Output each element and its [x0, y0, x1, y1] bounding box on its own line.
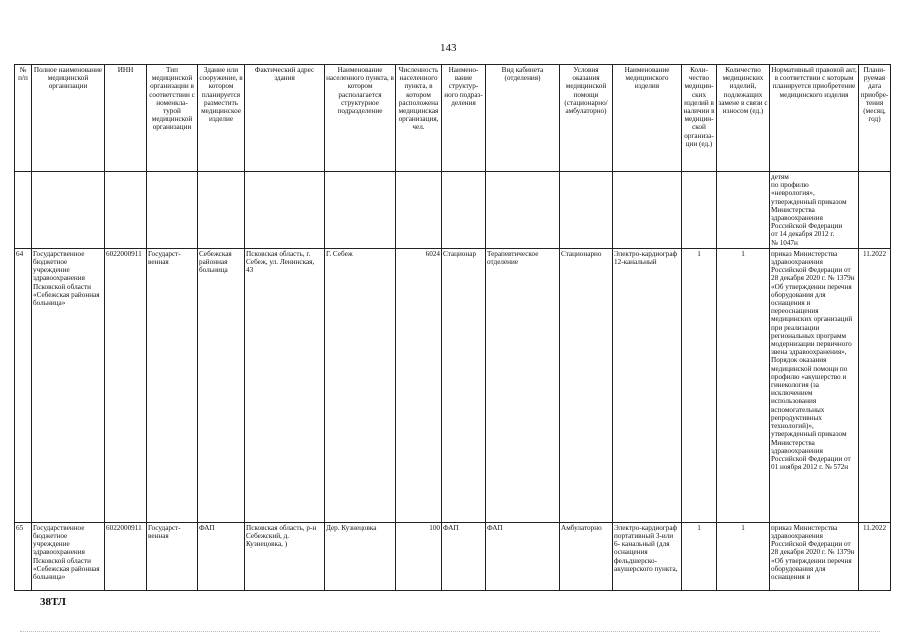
header-cell: ИНН [105, 65, 147, 172]
purchase-date: 11.2022 [859, 248, 891, 522]
purchase-date: 11.2022 [859, 522, 891, 590]
building: ФАП [198, 522, 245, 590]
settlement: Г. Себеж [325, 248, 396, 522]
address: Псковская область, р-н Себежский, д. Кузнецовка, ) [245, 522, 325, 590]
device: Электро-кардиограф портативный 3-или 6- канальный (для оснащения фельдшерско-акушерского пункта, [613, 522, 682, 590]
row-number: 64 [15, 248, 32, 522]
cabinet: ФАП [486, 522, 560, 590]
header-cell: Тип медицинской организации в соответствии с номенкла-турой медицинской организации [147, 65, 198, 172]
inn: 6022000911 [105, 522, 147, 590]
table-row [15, 248, 891, 522]
header-cell: Вид кабинета (отделения) [486, 65, 560, 172]
footer-code: 38ТЛ [40, 596, 66, 608]
page-edge-divider [20, 631, 880, 632]
header-cell: Наименование медицинского изделия [613, 65, 682, 172]
header-cell: Количество медицинских изделий, подлежащих замене в связи с износом (ед.) [717, 65, 770, 172]
row-number: 65 [15, 522, 32, 590]
population: 6024 [396, 248, 442, 522]
org-name: Государственное бюджетное учреждение здравоохранения Псковской области «Себежская районная больница» [32, 248, 105, 522]
header-cell: Фактический адрес здания [245, 65, 325, 172]
building: Себежская районная больница [198, 248, 245, 522]
page-number: 143 [440, 42, 457, 54]
division: ФАП [442, 522, 486, 590]
division: Стационар [442, 248, 486, 522]
address: Псковская область, г. Себеж, ул. Ленинская, 43 [245, 248, 325, 522]
equipment-table [14, 64, 891, 591]
org-name: Государственное бюджетное учреждение здравоохранения Псковской области «Себежская районная больница» [32, 522, 105, 590]
qty-have: 1 [682, 522, 717, 590]
continuation-act: детям по профилю «неврология», утвержденный приказом Министерства здравоохранения Российской Федерации от 14 декабря 2012 г. № 1047н [770, 172, 859, 249]
qty-replace: 1 [717, 248, 770, 522]
header-cell: Нормативный правовой акт, в соответствии с которым планируется приобретение медицинского изделия [770, 65, 859, 172]
header-cell: Наимено-вание структур-ного подраз-деления [442, 65, 486, 172]
population: 100 [396, 522, 442, 590]
org-type: Государст-венная [147, 522, 198, 590]
conditions: Амбулаторно [560, 522, 613, 590]
qty-replace: 1 [717, 522, 770, 590]
header-row [15, 65, 891, 172]
header-cell: № п/п [15, 65, 32, 172]
header-cell: Здание или сооружение, в котором планируется разместить медицинское изделие [198, 65, 245, 172]
cabinet: Терапевтическое отделение [486, 248, 560, 522]
org-type: Государст-венная [147, 248, 198, 522]
settlement: Дер. Кузнецовка [325, 522, 396, 590]
header-cell: Коли-чество медицин-ских изделий в наличии в медицин-ской организа-ции (ед.) [682, 65, 717, 172]
header-cell: Численность населенного пункта, в котором расположена медицинская организация, чел. [396, 65, 442, 172]
header-cell: Плани-руемая дата приобре-тения (месяц, год) [859, 65, 891, 172]
conditions: Стационарно [560, 248, 613, 522]
header-cell: Наименование населенного пункта, в котором располагается структурное подразделение [325, 65, 396, 172]
table-row [15, 522, 891, 590]
device: Электро-кардиограф 12-канальный [613, 248, 682, 522]
normative-act: приказ Министерства здравоохранения Российской Федерации от 28 декабря 2020 г. № 1379н «Об утверждении перечня оборудования для оснащения и [770, 522, 859, 590]
normative-act: приказ Министерства здравоохранения Российской Федерации от 28 декабря 2020 г. № 1379н «Об утверждении перечня оборудования для оснащения и переоснащения медицинских организаций при реализации региональных программ модернизации первичного звена здравоохранения», Порядок оказания медицинской помощи по профилю «акушерство и гинекология (за исключением использования вспомогательных репродуктивных технологий)», утвержденный приказом Министерства здравоохранения Российской Федерации от 01 ноября 2012 г. № 572н [770, 248, 859, 522]
qty-have: 1 [682, 248, 717, 522]
header-cell: Условия оказания медицинской помощи (стационарно/ амбулаторно) [560, 65, 613, 172]
header-cell: Полное наименование медицинской организации [32, 65, 105, 172]
inn: 6022000911 [105, 248, 147, 522]
table-row-continuation [15, 172, 891, 249]
